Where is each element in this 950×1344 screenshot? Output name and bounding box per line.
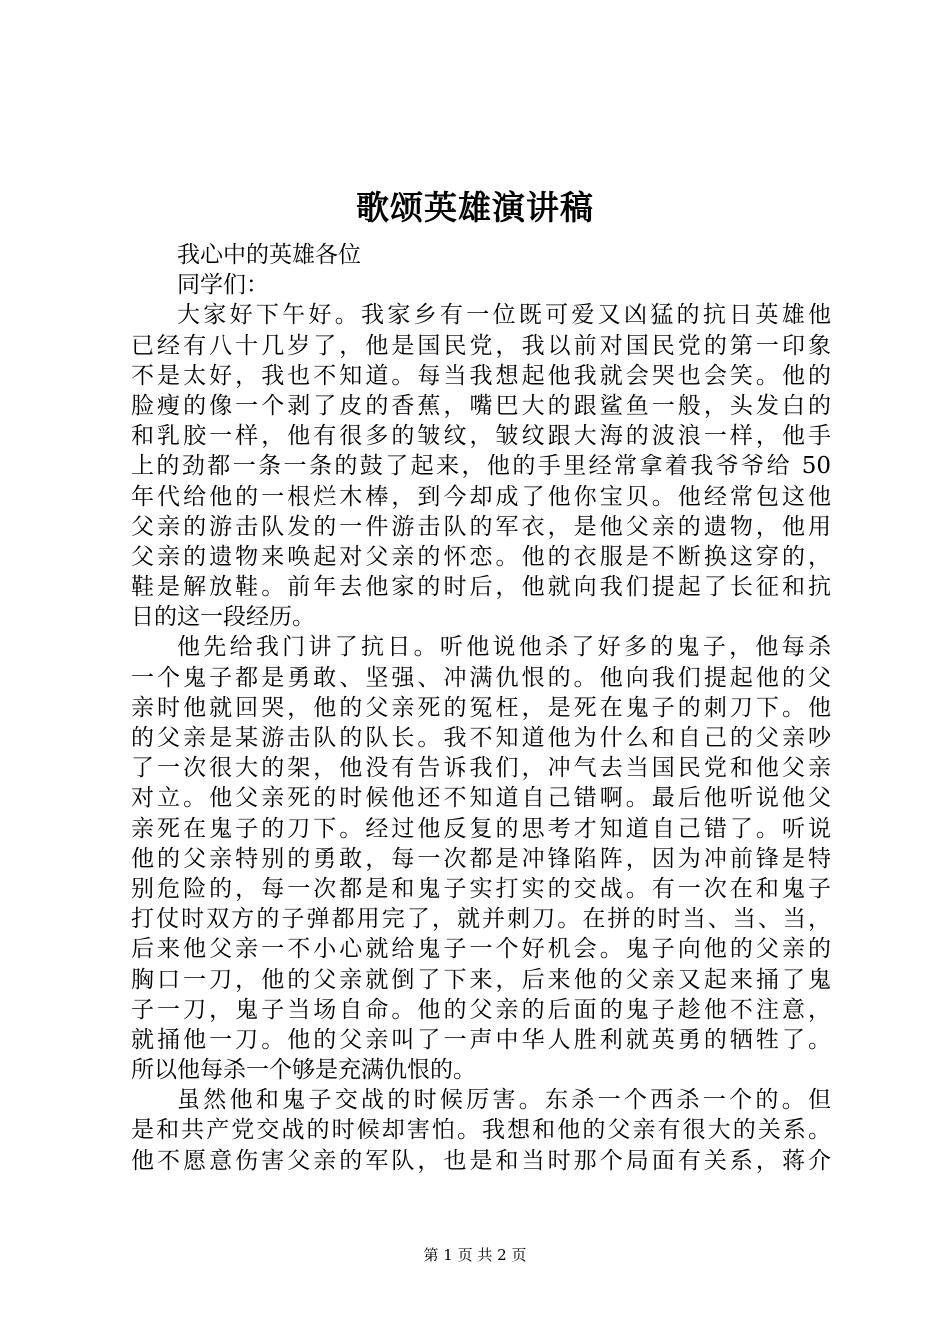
body-line: 子一刀，鬼子当场自命。他的父亲的后面的鬼子趁他不注意，	[131, 996, 831, 1023]
body-line: 就捅他一刀。他的父亲叫了一声中华人胜利就英勇的牺牲了。	[131, 1026, 831, 1053]
body-line: 虽然他和鬼子交战的时候厉害。东杀一个西杀一个的。但	[177, 1087, 831, 1114]
body-line: 是和共产党交战的时候却害怕。我想和他的父亲有很大的关系。	[131, 1117, 831, 1144]
body-line: 后来他父亲一不小心就给鬼子一个好机会。鬼子向他的父亲的	[131, 936, 831, 963]
body-line: 他不愿意伤害父亲的军队，也是和当时那个局面有关系，蒋介	[131, 1147, 831, 1174]
body-line: 打仗时双方的子弹都用完了，就并刺刀。在拼的时当、当、当，	[131, 906, 831, 933]
body-line: 大家好下午好。我家乡有一位既可爱又凶猛的抗日英雄他	[177, 302, 831, 329]
body-line: 鞋是解放鞋。前年去他家的时后，他就向我们提起了长征和抗	[131, 574, 831, 601]
body-line: 别危险的，每一次都是和鬼子实打实的交战。有一次在和鬼子	[131, 875, 831, 902]
body-line: 的父亲是某游击队的队长。我不知道他为什么和自己的父亲吵	[131, 725, 831, 751]
body-line: 所以他每杀一个够是充满仇恨的。	[131, 1057, 476, 1084]
document-title: 歌颂英雄演讲稿	[356, 188, 594, 227]
body-line: 同学们：	[177, 272, 269, 299]
body-line: 我心中的英雄各位	[177, 242, 361, 268]
body-line: 亲时他就回哭，他的父亲死的冤枉，是死在鬼子的刺刀下。他	[131, 694, 831, 721]
body-line: 他的父亲特别的勇敢，每一次都是冲锋陷阵，因为冲前锋是特	[131, 845, 831, 872]
body-line: 对立。他父亲死的时候他还不知道自己错啊。最后他听说他父	[131, 785, 831, 812]
body-line: 亲死在鬼子的刀下。经过他反复的思考才知道自己错了。听说	[131, 815, 831, 842]
body-line: 和乳胶一样，他有很多的皱纹，皱纹跟大海的波浪一样，他手	[131, 423, 831, 450]
body-line: 一个鬼子都是勇敢、坚强、冲满仇恨的。他向我们提起他的父	[131, 664, 831, 691]
body-line: 日的这一段经历。	[131, 604, 315, 631]
body-line: 父亲的遗物来唤起对父亲的怀恋。他的衣服是不断换这穿的，	[131, 543, 831, 570]
body-line: 父亲的游击队发的一件游击队的军衣，是他父亲的遗物，他用	[131, 513, 831, 540]
body-line: 他先给我门讲了抗日。听他说他杀了好多的鬼子，他每杀	[177, 634, 831, 661]
body-line: 已经有八十几岁了，他是国民党，我以前对国民党的第一印象	[131, 332, 831, 359]
document-body	[131, 240, 831, 1176]
body-line: 胸口一刀，他的父亲就倒了下来，后来他的父亲又起来捅了鬼	[131, 966, 831, 993]
page-footer: 第 1 页 共 2 页	[423, 1246, 527, 1264]
body-line: 上的劲都一条一条的鼓了起来，他的手里经常拿着我爷爷给 50	[131, 453, 831, 480]
body-line: 了一次很大的架，他没有告诉我们，冲气去当国民党和他父亲	[131, 755, 831, 782]
body-line: 不是太好，我也不知道。每当我想起他我就会哭也会笑。他的	[131, 362, 831, 389]
body-line: 年代给他的一根烂木棒，到今却成了他你宝贝。他经常包这他	[131, 483, 831, 510]
body-line: 脸瘦的像一个剥了皮的香蕉，嘴巴大的跟鲨鱼一般，头发白的	[131, 392, 831, 419]
